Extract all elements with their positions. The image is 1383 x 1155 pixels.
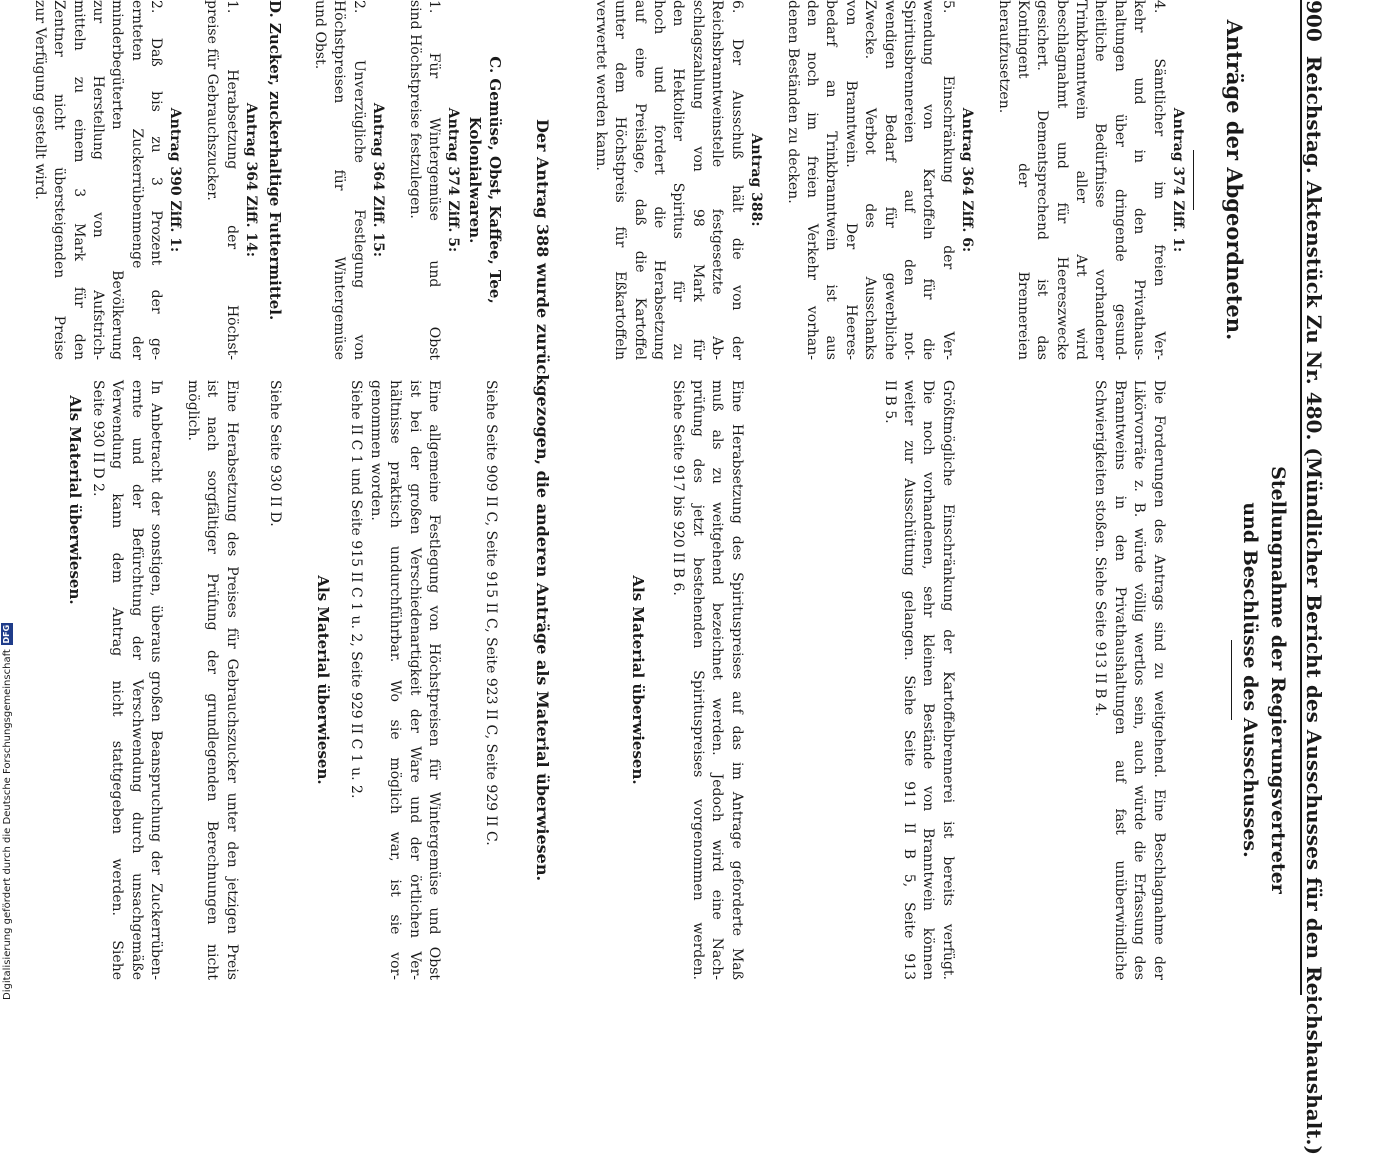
- right-heading-line: Stellungnahme der Regierungsvertreter: [1267, 466, 1289, 894]
- motion-line: minderbegüterten Bevölkerung: [109, 0, 125, 360]
- final-referral: Als Material überwiesen.: [66, 395, 84, 605]
- decision-line: Likörvorräte z. B. würde völlig wertlos sein, auch würde die Erfassung des: [1131, 380, 1147, 980]
- motion-line: mitteln zu einem 3 Mark für den: [71, 0, 87, 360]
- decision-line: Die noch vorhandenen, sehr kleinen Bestände von Branntwein können: [920, 380, 936, 980]
- decision-line: Siehe Seite 930 II D.: [267, 380, 283, 527]
- motion-line: den Hektoliter Spiritus für zu: [670, 0, 686, 360]
- decision-line: Branntweins in den Privathaushaltungen auf fast unüberwindliche: [1112, 380, 1128, 980]
- motion-line: wendigen Bedarf für gewerbliche: [882, 0, 898, 360]
- dfg-logo: DFG: [2, 624, 11, 644]
- decision-line: prüfung des jetzt bestehenden Spirituspreises vorgenommen werden.: [690, 380, 706, 980]
- motion-line: bedarf an Trinkbranntwein ist aus: [823, 0, 839, 360]
- motion-reference: Antrag 364 Ziff. 15:: [370, 102, 386, 258]
- decision-line: genommen worden.: [368, 380, 384, 521]
- motion-line: Trinkbranntwein aller Art wird: [1073, 0, 1089, 360]
- motion-line: beschlagnahmt und für Heereszwecke: [1054, 0, 1070, 360]
- motion-line: hoch und fordert die Herabsetzung: [651, 0, 667, 360]
- motion-line: Reichsbranntweinstelle festgesetzte Ab-: [709, 0, 725, 360]
- motion-line: Spiritusbrennereien auf den not-: [901, 0, 917, 360]
- right-heading-line: und Beschlüsse des Ausschusses.: [1239, 502, 1261, 858]
- decision-line: hältnisse praktisch undurchführbar. Wo sie möglich war, ist sie vor-: [387, 380, 403, 980]
- motion-line: 4. Sämtlicher im freien Ver-: [1151, 0, 1167, 360]
- motion-line: ernteten Zuckerrübenmenge der: [129, 0, 145, 360]
- decision-line: Siehe Seite 917 bis 920 II B 6.: [670, 380, 686, 596]
- left-column-heading: Anträge der Abgeordneten.: [1222, 19, 1247, 341]
- decision-referral: Als Material überwiesen.: [314, 575, 332, 785]
- motion-reference: Antrag 388:: [748, 133, 764, 227]
- decision-line: Verwendung kann dem Antrag nicht stattgegeben werden. Siehe: [109, 380, 125, 980]
- motion-line: 2. Daß bis zu 3 Prozent der ge-: [148, 0, 164, 360]
- motion-line: zur Herstellung von Aufstrich-: [90, 0, 106, 360]
- digitization-note: Digitalisierung gefördert durch die Deutsche Forschungsgemeinschaft: [1, 649, 13, 1000]
- decision-line: ernte und der Befürchtung der Verschwendung durch unsachgemäße: [129, 380, 145, 980]
- section-heading: Kolonialwaren.: [466, 116, 484, 244]
- decision-line: Größtmögliche Einschränkung der Kartoffelbrennerei ist bereits verfügt.: [940, 380, 956, 980]
- decision-line: Eine Herabsetzung des Preises für Gebrauchszucker unter den jetzigen Preis: [224, 380, 240, 980]
- motion-line: heitliche Bedürfnisse vorhandener: [1092, 0, 1108, 360]
- motion-line: Kontingent der Brennereien: [1015, 0, 1031, 360]
- motion-reference: Antrag 364 Ziff. 6:: [959, 107, 975, 253]
- motion-line: wendung von Kartoffeln für die: [920, 0, 936, 360]
- motion-line: 1. Für Wintergemüse und Obst: [426, 0, 442, 360]
- decision-line: In Anbetracht der sonstigen, überaus großen Beanspruchung der Zuckerrüben-: [148, 380, 164, 980]
- motion-line: und Obst.: [312, 0, 328, 70]
- motion-reference: Antrag 374 Ziff. 1:: [1170, 107, 1186, 253]
- decision-line: Seite 930 II D 2.: [90, 380, 106, 497]
- motion-line: 2. Unverzügliche Festlegung von: [351, 0, 367, 360]
- motion-line: haltungen über dringende gesund-: [1112, 0, 1128, 360]
- motion-line: schlagszahlung von 98 Mark für: [690, 0, 706, 360]
- decision-referral: Als Material überwiesen.: [629, 575, 647, 785]
- motion-line: sind Höchstpreise festzulegen.: [407, 0, 423, 219]
- decision-line: ist bei der großen Verschiedenartigkeit der Ware und der örtlichen Ver-: [407, 380, 423, 980]
- motion-line: verwertet werden kann.: [593, 0, 609, 171]
- section-heading: D. Zucker, zuckerhaltige Futtermittel.: [266, 0, 284, 321]
- decision-line: weiter zur Ausschüttung gelangen. Siehe Seite 911 II B 5, Seite 913: [901, 380, 917, 980]
- decision-line: Siehe II C 1 und Seite 915 II C 1 u. 2, Seite 929 II C 1 u. 2.: [348, 380, 364, 799]
- decision-line: möglich.: [185, 380, 201, 441]
- motion-reference: Antrag 364 Ziff. 14:: [243, 102, 259, 258]
- motion-line: den noch im freien Verkehr vorhan-: [804, 0, 820, 360]
- running-title: Reichstag. Aktenstück Zu Nr. 480. (Mündlicher Bericht des Ausschusses für den Reichshaushalt.): [1302, 55, 1326, 1155]
- motion-line: preise für Gebrauchszucker.: [204, 0, 220, 201]
- motion-line: gesichert. Dementsprechend ist das: [1034, 0, 1050, 360]
- motion-reference: Antrag 374 Ziff. 5:: [445, 107, 461, 253]
- decision-line: Schwierigkeiten stoßen. Siehe Seite 913 II B 4.: [1092, 380, 1108, 717]
- motion-line: Zentner nicht übersteigenden Preise: [51, 0, 67, 360]
- right-heading-rule: [1231, 640, 1232, 720]
- motion-reference: Antrag 390 Ziff. 1:: [167, 107, 183, 253]
- motion-line: auf eine Preislage, daß die Kartoffel: [632, 0, 648, 360]
- withdrawal-note: Der Antrag 388 wurde zurückgezogen, die anderen Anträge als Material überwiesen.: [533, 118, 552, 882]
- document-page: [32, 0, 1342, 1155]
- decision-line: II B 5.: [882, 380, 898, 424]
- right-column-heading: [1236, 380, 1292, 980]
- motion-line: von Branntwein. Der Heeres-: [843, 0, 859, 360]
- motion-line: kehr und in den Privathaus-: [1131, 0, 1147, 360]
- motion-line: 1. Herabsetzung der Höchst-: [224, 0, 240, 360]
- decision-line: Die Forderungen des Antrags sind zu weitgehend. Eine Beschlagnahme der: [1151, 380, 1167, 980]
- motion-line: heraufzusetzen.: [996, 0, 1012, 114]
- section-heading: C. Gemüse, Obst, Kaffee, Tee,: [486, 56, 504, 304]
- decision-line: Siehe Seite 909 II C, Seite 915 II C, Seite 923 II C, Seite 929 II C.: [483, 380, 499, 846]
- motion-line: Zwecke. Verbot des Ausschanks: [862, 0, 878, 360]
- motion-line: unter dem Höchstpreis für Eßkartoffeln: [612, 0, 628, 360]
- motion-line: 5. Einschränkung der Ver-: [940, 0, 956, 360]
- decision-line: ist nach sorgfältiger Prüfung der grundlegenden Berechnungen nicht: [204, 380, 220, 980]
- motion-line: zur Verfügung gestellt wird.: [32, 0, 48, 200]
- page-number: 900: [1302, 0, 1326, 42]
- left-heading-rule: [1193, 150, 1194, 210]
- motion-line: 6. Der Ausschuß hält die von der: [729, 0, 745, 360]
- motion-line: Höchstpreisen für Wintergemüse: [331, 0, 347, 360]
- page-header: [1300, 0, 1332, 1155]
- digitization-footer: [0, 0, 14, 1000]
- motion-line: denen Beständen zu decken.: [785, 0, 801, 204]
- decision-line: Eine allgemeine Festlegung von Höchstpreisen für Wintergemüse und Obst: [426, 380, 442, 980]
- decision-line: Eine Herabsetzung des Spirituspreises auf das im Antrage geforderte Maß: [729, 380, 745, 980]
- decision-line: muß als zu weitgehend bezeichnet werden. Jedoch wird eine Nach-: [709, 380, 725, 980]
